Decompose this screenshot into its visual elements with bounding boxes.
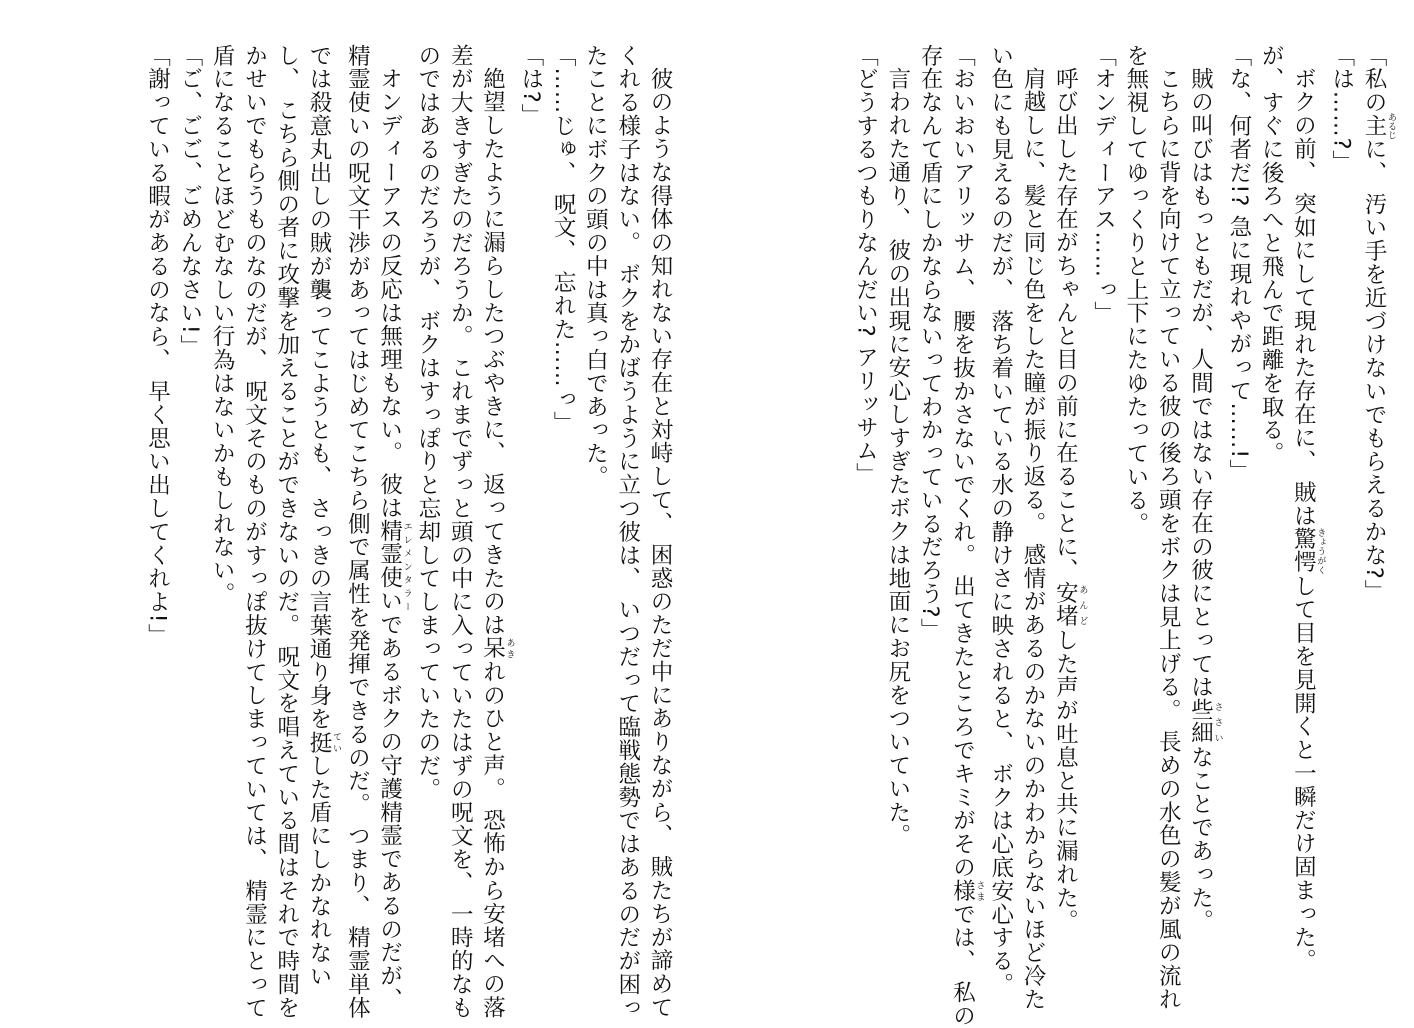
text-segment: なことであった。	[1187, 745, 1214, 933]
text-line	[984, 44, 1016, 997]
text-line	[1152, 44, 1184, 1011]
text-line	[270, 44, 302, 1020]
text-line	[1287, 44, 1326, 972]
text-segment: い色にも見えるのだが、 落ち着いている水の静けさに映されると、 ボクは心底安心する。	[987, 44, 1014, 997]
ruby-reading: エレメンタラー	[401, 519, 412, 613]
text-segment: 彼のような得体の知れない存在と対峙して、 困惑のただ中にありながら、 賊たちが諦めて	[647, 66, 673, 1019]
text-segment: では、 私の	[949, 902, 976, 1028]
text-segment: 肩越しに、髪と同じ色をした瞳が振り返る。 感情があるのかないのかわからないほど冷た	[1020, 66, 1047, 1011]
text-segment: した盾にしかなれない	[306, 754, 333, 989]
ruby-reading: てい	[331, 730, 342, 755]
ruby-base: 些細	[1187, 698, 1214, 746]
text-segment: こちらに背を向けて立っている彼の後ろ頭をボクは見上げる。 長めの水色の髪が風の流れ	[1155, 66, 1182, 1011]
text-line	[1120, 44, 1152, 964]
text-segment: くれる様子はない。 ボクをかばうように立つ彼は、 いつだって臨戦態勢ではあるのだが困っ	[614, 44, 641, 1020]
text-line	[547, 44, 579, 964]
text-segment: 呼び出した存在がちゃんと目の前に在ることに、	[1052, 66, 1079, 582]
ruby-base: 様	[949, 879, 976, 903]
text-segment: 差が大きすぎたのだろうか。 これまでずっと頭の中に入っていたはずの呪文を、 一時的なも	[447, 44, 474, 1020]
right-page	[746, 44, 1396, 1028]
text-line	[141, 44, 173, 964]
text-segment: 盾になることほどむなしい行為はないかもしれない。	[209, 44, 236, 606]
text-line	[303, 44, 342, 989]
text-segment: のではあるのだろうが、 ボクはすっぽりと忘却してしまっていたのだ。	[414, 44, 441, 801]
text-line	[476, 44, 515, 1019]
text-segment: オンディーアスの反応は無理もない。 彼は	[376, 66, 403, 520]
text-segment: 存在なんて盾にしかならないってわかっているだろう?」	[917, 44, 944, 642]
text-line	[611, 44, 643, 1020]
text-line	[849, 44, 881, 964]
ruby-reading: あるじ	[1386, 112, 1396, 140]
text-line	[1325, 44, 1357, 964]
ruby-base: 主	[1361, 112, 1387, 140]
text-segment: した声が吐息と共に漏れた。	[1052, 628, 1079, 933]
text-segment: 「謝っている暇があるのなら、 早く思い出してくれよ!」	[144, 44, 171, 647]
text-segment: ボクの前、 突如にして現れた存在に、 賊は	[1290, 66, 1317, 528]
ruby-annotation	[1052, 581, 1088, 629]
ruby-reading: さま	[974, 879, 985, 903]
text-line	[1255, 44, 1287, 964]
text-line	[1087, 44, 1119, 964]
text-line	[373, 44, 412, 1011]
text-segment: 言われた通り、 彼の出現に安心しすぎたボクは地面にお尻をついていた。	[884, 66, 911, 847]
ruby-base: 驚愕	[1290, 527, 1317, 575]
text-segment: 「私の	[1361, 44, 1387, 115]
text-line	[946, 44, 985, 1028]
text-line	[1358, 44, 1396, 964]
text-segment: 「……じゅ、 呪文、 忘れた……っ」	[550, 44, 577, 435]
text-line	[644, 44, 676, 1019]
ruby-reading: あんど	[1077, 581, 1088, 629]
ruby-base: 精霊使い	[376, 519, 403, 613]
ruby-annotation	[1187, 698, 1223, 746]
text-line	[1184, 44, 1222, 964]
text-line	[914, 44, 946, 964]
ruby-reading: あき	[504, 636, 515, 660]
text-segment: れのひと声。 恐怖から安堵への落	[479, 659, 506, 1019]
ruby-base: 安堵	[1052, 581, 1079, 629]
text-segment: を無視してゆっくりと上下にたゆたっている。	[1122, 44, 1149, 536]
ruby-annotation	[479, 636, 515, 660]
ruby-base: 呆	[479, 636, 506, 660]
text-segment: 「は……?」	[1328, 44, 1355, 174]
text-segment: かせいでもらうものなのだが、 呪文そのものがすっぽ抜けてしまっていては、 精霊にとって	[241, 44, 268, 1020]
text-line	[412, 44, 444, 964]
ruby-annotation	[306, 730, 342, 755]
ruby-annotation	[949, 879, 985, 903]
text-segment: 「ご、ごご、ごめんなさい!」	[176, 44, 203, 359]
text-line	[174, 44, 206, 964]
text-segment: して目を見開くと一瞬だけ固まった。	[1290, 574, 1317, 972]
ruby-reading: きょうがく	[1315, 527, 1326, 575]
text-line	[341, 44, 373, 1020]
left-page	[26, 44, 676, 1020]
text-line	[1223, 44, 1255, 964]
text-segment: であるボクの守護精霊であるのだが、	[376, 612, 403, 1011]
text-line	[1017, 44, 1049, 1011]
text-segment: 「おいおいアリッサム、 腰を抜かさないでくれ。 出てきたところでキミがその	[949, 44, 976, 880]
text-segment: 「オンディーアス……っ」	[1090, 44, 1117, 325]
text-segment: 賊の叫びはもっともだが、人間ではない存在の彼にとっては	[1187, 66, 1214, 699]
text-line	[206, 44, 238, 964]
text-segment: では殺意丸出しの賊が襲ってこようとも、 さっきの言葉通り身を	[306, 44, 333, 731]
text-line	[444, 44, 476, 1020]
text-segment: 「どうするつもりなんだい? アリッサム」	[852, 44, 879, 487]
text-segment: に、 汚い手を近づけないでもらえるかな?」	[1361, 137, 1387, 604]
text-segment: たことにボクの頭の中は真っ白であった。	[582, 44, 609, 489]
ruby-base: 挺	[306, 730, 333, 755]
text-segment: 絶望したように漏らしたつぶやきに、 返ってきたのは	[479, 66, 506, 637]
text-line	[515, 44, 547, 964]
text-segment: 「な、何者だ!? 急に現れやがって……!」	[1225, 44, 1252, 483]
text-segment: 精霊使いの呪文干渉があってはじめてこちら側で属性を発揮できるのだ。 つまり、 精霊単体	[344, 44, 371, 1020]
ruby-annotation	[1361, 112, 1396, 140]
text-line	[882, 44, 914, 964]
text-line	[1049, 44, 1087, 964]
ruby-reading: ささい	[1212, 698, 1223, 746]
text-segment: 「は?」	[517, 44, 544, 128]
ruby-annotation	[1290, 527, 1326, 575]
text-line	[579, 44, 611, 964]
text-segment: が、すぐに後ろへと飛んで距離を取る。	[1258, 44, 1285, 466]
text-segment: し、 こちら側の者に攻撃を加えることができないのだ。 呪文を唱えている間はそれで時間を	[273, 44, 300, 1020]
ruby-annotation	[376, 519, 412, 613]
text-line	[238, 44, 270, 1020]
